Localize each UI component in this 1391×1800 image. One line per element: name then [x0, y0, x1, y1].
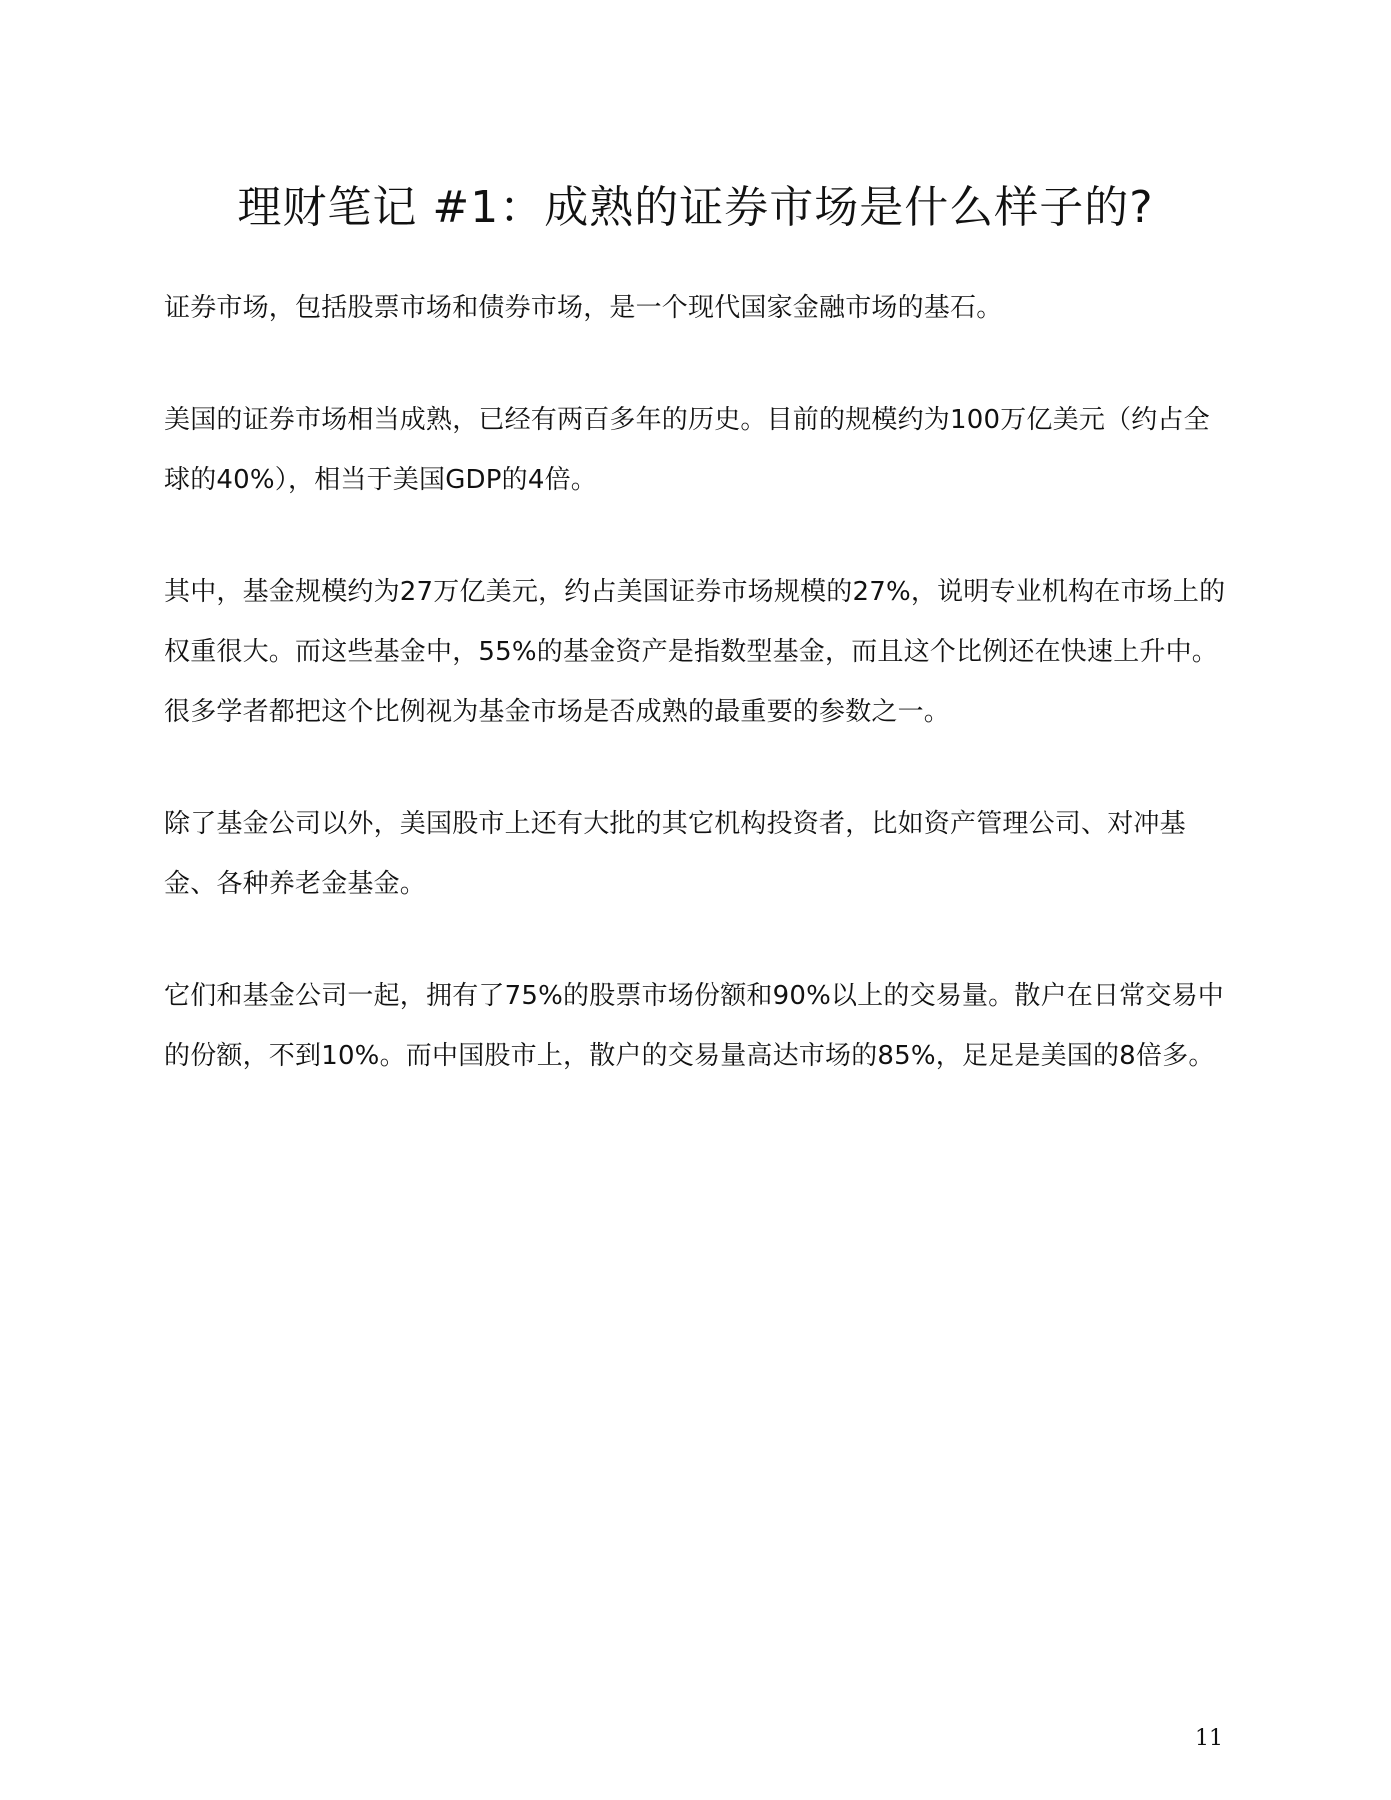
paragraph-1: 证券市场，包括股票市场和债券市场，是一个现代国家金融市场的基石。	[164, 293, 1003, 323]
page-number: 11	[1195, 1726, 1223, 1751]
page-title: 理财笔记 #1：成熟的证券市场是什么样子的?	[237, 182, 1154, 233]
paragraph-2: 美国的证券市场相当成熟，已经有两百多年的历史。目前的规模约为100万亿美元（约占全球的40%），相当于美国GDP的4倍。	[164, 405, 1210, 495]
paragraph-5: 它们和基金公司一起，拥有了75%的股票市场份额和90%以上的交易量。散户在日常交易中的份额，不到10%。而中国股市上，散户的交易量高达市场的85%，足足是美国的8倍多。	[164, 981, 1224, 1071]
paragraph-4: 除了基金公司以外，美国股市上还有大批的其它机构投资者，比如资产管理公司、对冲基金、各种养老金基金。	[164, 809, 1186, 899]
body-text	[164, 278, 1228, 1138]
paragraph-3: 其中，基金规模约为27万亿美元，约占美国证券市场规模的27%，说明专业机构在市场上的权重很大。而这些基金中，55%的基金资产是指数型基金，而且这个比例还在快速上升中。很多学者都把这个比例视为基金市场是否成熟的最重要的参数之一。	[164, 577, 1226, 727]
